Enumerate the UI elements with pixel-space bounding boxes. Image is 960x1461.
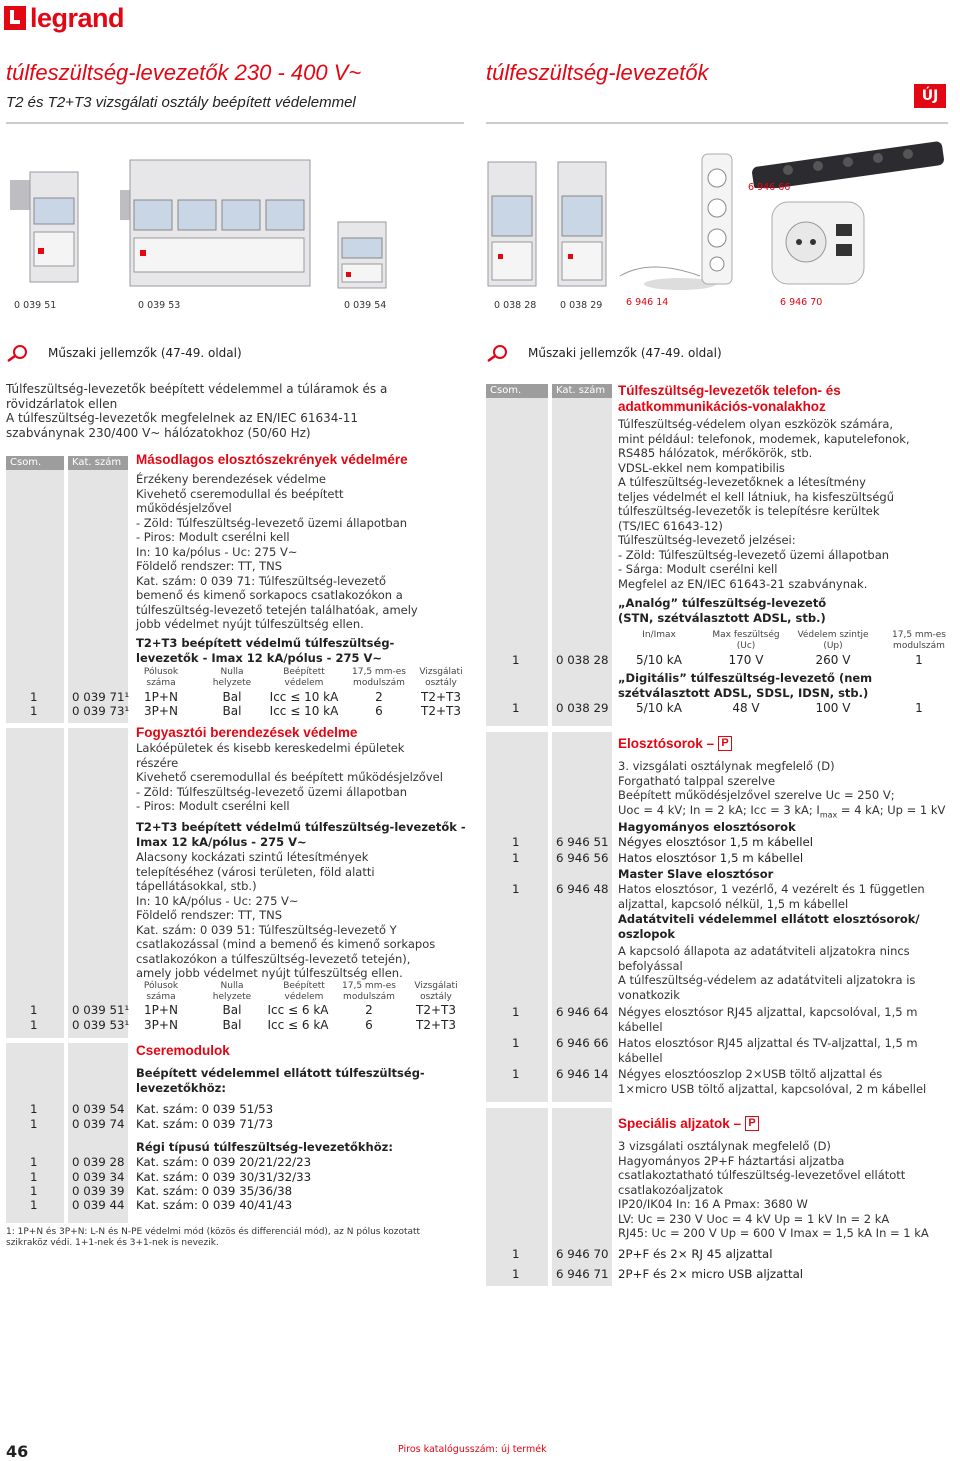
tbl-hdr-uc: Max feszültség (Uc): [712, 630, 780, 651]
row-qty: 1: [512, 835, 520, 849]
product-image-0-039-51: [4, 158, 84, 288]
row-poles: 3P+N: [144, 704, 178, 718]
row-null: Bal: [222, 1018, 242, 1032]
row-text: 2P+F és 2× RJ 45 aljzattal: [618, 1247, 773, 1261]
tech-ref-left[interactable]: Műszaki jellemzők (47-49. oldal): [48, 346, 242, 360]
caption-0-038-28: 0 038 28: [494, 300, 537, 311]
p-badge: P: [718, 736, 732, 751]
tech-ref-right[interactable]: Műszaki jellemzők (47-49. oldal): [528, 346, 722, 360]
caption-6-946-70: 6 946 70: [780, 297, 823, 308]
row-cat-new: 6 946 14: [556, 1067, 609, 1081]
row-text: Kat. szám: 0 039 35/36/38: [136, 1184, 293, 1198]
tbl-hdr-prot: Beépített védelem: [283, 667, 325, 688]
row-qty: 1: [512, 1036, 520, 1050]
row-cat: 6 946 48: [556, 882, 609, 896]
row-cat: 0 039 44: [72, 1198, 125, 1212]
row-up: 100 V: [815, 701, 851, 715]
row-mod: 2: [365, 1003, 373, 1017]
row-poles: 1P+N: [144, 690, 178, 704]
tbl-hdr-null: Nulla helyzete: [212, 667, 252, 688]
row-qty: 1: [512, 653, 520, 667]
product-image-6-946-66: [748, 138, 948, 188]
section-text-masodlagos: Érzékeny berendezések védelme Kivehető cseremodullal és beépített működésjelzővel - Zöld: Túlfeszültség-levezető üzemi állapotban - Piros: Modult cserélni kell In: 10 ka/pólus - Uc: 275 V~ Földelő rendszer: TT, TNS Kat. szám: 0 039 71: Túlfeszültség-levezető bemenő és kimenő sorkapocs csatlakozókon a túlfeszültség-levezető tetején találhatóak, amely jobb védelmet nyújt túlfeszültség ellen.: [136, 472, 418, 631]
row-qty: 1: [30, 1003, 38, 1017]
row-cat: 0 039 54: [72, 1102, 125, 1116]
row-poles: 3P+N: [144, 1018, 178, 1032]
row-qty: 1: [512, 851, 520, 865]
row-cat: 0 039 74: [72, 1117, 125, 1131]
caption-0-039-51: 0 039 51: [14, 300, 57, 311]
page-number: 46: [6, 1442, 29, 1461]
subhead-master-slave: Master Slave elosztósor: [618, 867, 774, 881]
product-image-0-038-28: [484, 156, 540, 290]
row-qty: 1: [30, 1018, 38, 1032]
row-cat: 0 038 28: [556, 653, 609, 667]
row-cat: 0 039 28: [72, 1155, 125, 1169]
row-cat: 0 039 53¹: [72, 1018, 130, 1032]
section-title-specialis: Speciális aljzatok – P: [618, 1116, 759, 1131]
section-bold-analog: „Analóg” túlfeszültség-levezető (STN, szétválasztott ADSL, stb.): [618, 596, 827, 625]
row-text: 2P+F és 2× micro USB aljzattal: [618, 1267, 804, 1281]
section-title-elosztosorok: Elosztósorok – P: [618, 736, 732, 751]
right-column-gap: [486, 726, 612, 732]
row-qty: 1: [30, 1155, 38, 1169]
row-text: Kat. szám: 0 039 20/21/22/23: [136, 1155, 312, 1169]
row-null: Bal: [222, 1003, 242, 1017]
right-column-gap: [486, 1102, 612, 1108]
row-cat: 0 039 39: [72, 1184, 125, 1198]
p-badge: P: [745, 1116, 759, 1131]
row-mod: 6: [365, 1018, 373, 1032]
row-qty: 1: [30, 704, 38, 718]
row-poles: 1P+N: [144, 1003, 178, 1017]
left-page-subtitle: T2 és T2+T3 vizsgálati osztály beépített védelemmel: [6, 94, 356, 111]
right-title-rule: [486, 122, 948, 124]
row-null: Bal: [222, 690, 242, 704]
footnote: 1: 1P+N és 3P+N: L-N és N-PE védelmi mód (közös és differenciál mód), az N pólus kozotatt szikraköz védi. 1+1-nek és 3+1-nek is nevezik.: [6, 1227, 421, 1248]
left-csom-header: Csom.: [6, 456, 64, 470]
row-text: Négyes elosztósor RJ45 aljzattal, kapcsolóval, 1,5 m kábellel: [618, 1005, 918, 1034]
legrand-logo-mark: [4, 6, 26, 30]
caption-0-039-53: 0 039 53: [138, 300, 181, 311]
section-text-fogyasztoi-2: Alacsony kockázati szintű létesítmények telepítéséhez (városi területen, föld alatti tápellátásokkal, stb.) In: 10 kA/pólus - Uc: 275 V~ Földelő rendszer: TT, TNS Kat. szám: 0 039 51: Túlfeszültség-levezető Y csatlakozással (mind a bemenő és kimenő sorkapos csatlakozókon a túlfeszültség-levezető tetején), amely jobb védelmet nyújt túlfeszültség ellen.: [136, 850, 436, 980]
row-cat: 6 946 56: [556, 851, 609, 865]
tbl-hdr-mod: 17,5 mm-es modulszám: [352, 667, 406, 688]
row-cat: 0 039 71¹: [72, 690, 130, 704]
section-text-elosztosorok: 3. vizsgálati osztálynak megfelelő (D) Forgatható talppal szerelve Beépített működésjelzővel szerelve Uc = 250 V; Uoc = 4 kV; In = 2 kA; Icc = 3 kA; $I_{max} = 4$ kA; Up = 1 kV: [618, 759, 946, 819]
left-title-rule: [6, 122, 464, 124]
row-text: Hatos elosztósor, 1 vezérlő, 4 vezérelt és 1 független aljzattal, kapcsoló nélkül, 1,5 m kábellel: [618, 882, 925, 911]
row-text: Kat. szám: 0 039 30/31/32/33: [136, 1170, 312, 1184]
row-cat: 0 039 34: [72, 1170, 125, 1184]
section-title-fogyasztoi: Fogyasztói berendezések védelme: [136, 725, 358, 740]
row-cat-new: 6 946 70: [556, 1247, 609, 1261]
section-title-telefon: Túlfeszültség-levezetők telefon- és adatkommunikációs-vonalakhoz: [618, 383, 841, 414]
tbl-hdr-class: Vizsgálati osztály: [419, 667, 463, 688]
row-qty: 1: [30, 1198, 38, 1212]
footer-note: Piros katalógusszám: új termék: [398, 1444, 547, 1455]
row-cat-new: 6 946 66: [556, 1036, 609, 1050]
subhead-adatatviteli: Adatátviteli védelemmel ellátott elosztósorok/ oszlopok: [618, 912, 920, 941]
row-prot: Icc ≤ 10 kA: [269, 704, 339, 718]
row-qty: 1: [512, 701, 520, 715]
row-cat-new: 6 946 64: [556, 1005, 609, 1019]
section-bold-t2t3-10ka: T2+T3 beépített védelmű túlfeszültség- levezetők - Imax 12 kA/pólus - 275 V~: [136, 636, 395, 665]
new-badge: ÚJ: [914, 84, 946, 108]
product-image-0-039-53: [118, 150, 314, 290]
row-null: Bal: [222, 704, 242, 718]
brand-name: legrand: [30, 2, 125, 33]
caption-6-946-14: 6 946 14: [626, 297, 669, 308]
product-image-0-038-29: [554, 156, 610, 290]
row-qty: 1: [512, 1247, 520, 1261]
row-prot: Icc ≤ 10 kA: [269, 690, 339, 704]
section-bold-regi: Régi típusú túlfeszültség-levezetőkhöz:: [136, 1140, 393, 1154]
row-qty: 1: [30, 1117, 38, 1131]
caption-6-946-66: 6 946 66: [748, 182, 791, 193]
row-mod: 2: [375, 690, 383, 704]
row-qty: 1: [512, 882, 520, 896]
left-kat-header: Kat. szám: [68, 456, 128, 470]
row-cat-new: 6 946 71: [556, 1267, 609, 1281]
row-text: Négyes elosztóoszlop 2×USB töltő aljzattal és 1×micro USB töltő aljzattal, kapcsolóval, 2 m kábellel: [618, 1067, 927, 1096]
section-title-masodlagos: Másodlagos elosztószekrények védelmére: [136, 452, 408, 467]
right-csom-header: Csom.: [486, 384, 548, 398]
tbl-hdr-mod: 17,5 mm-es modulszám: [342, 981, 396, 1002]
subhead-hagyomanyos: Hagyományos elosztósorok: [618, 820, 796, 834]
legrand-logo: [4, 2, 134, 34]
row-uc: 48 V: [732, 701, 760, 715]
row-cat: 0 038 29: [556, 701, 609, 715]
tbl-hdr-in: In/Imax: [642, 630, 676, 640]
row-class: T2+T3: [421, 690, 461, 704]
tbl-hdr-class: Vizsgálati osztály: [414, 981, 458, 1002]
row-in: 5/10 kA: [636, 653, 682, 667]
row-in: 5/10 kA: [636, 701, 682, 715]
row-text: Hatos elosztósor RJ45 aljzattal és TV-aljzattal, 1,5 m kábellel: [618, 1036, 918, 1065]
tbl-hdr-prot: Beépített védelem: [283, 981, 325, 1002]
row-prot: Icc ≤ 6 kA: [267, 1003, 329, 1017]
section-bold-digitalis: „Digitális” túlfeszültség-levezető (nem szétválasztott ADSL, SDSL, IDSN, stb.): [618, 671, 873, 700]
row-class: T2+T3: [421, 704, 461, 718]
caption-0-038-29: 0 038 29: [560, 300, 603, 311]
row-text: Kat. szám: 0 039 40/41/43: [136, 1198, 293, 1212]
row-cat: 6 946 51: [556, 835, 609, 849]
section-bold-t2t3-6ka: T2+T3 beépített védelmű túlfeszültség-levezetők - Imax 12 kA/pólus - 275 V~: [136, 820, 466, 849]
section-text-fogyasztoi: Lakóépületek és kisebb kereskedelmi épületek részére Kivehető cseremodullal és beépített működésjelzővel - Zöld: Túlfeszültség-levezető üzemi állapotban - Piros: Modult cserélni kell: [136, 741, 443, 813]
row-qty: 1: [30, 1170, 38, 1184]
section-title-cseremodulok: Cseremodulok: [136, 1043, 230, 1058]
right-page-title: túlfeszültség-levezetők: [486, 60, 709, 85]
tbl-hdr-up: Védelem szintje (Up): [797, 630, 869, 651]
section-text-specialis: 3 vizsgálati osztálynak megfelelő (D) Hagyományos 2P+F háztartási aljzatba csatlakoztatható túlfeszültség-levezetővel ellátott csatlakozóaljzatok IP20/IK04 In: 16 A Pmax: 3680 W LV: Uc = 230 V Uoc = 4 kV Up = 1 kV In = 2 kA RJ45: Uc = 200 V Up = 600 V Imax = 1,5 kA In = 1 kA: [618, 1139, 929, 1240]
caption-0-039-54: 0 039 54: [344, 300, 387, 311]
magnifier-icon: [6, 344, 30, 362]
row-text: Négyes elosztósor 1,5 m kábellel: [618, 835, 814, 849]
row-class: T2+T3: [416, 1018, 456, 1032]
tbl-hdr-mod: 17,5 mm-es modulszám: [892, 630, 946, 651]
row-text: Kat. szám: 0 039 51/53: [136, 1102, 274, 1116]
row-qty: 1: [30, 1102, 38, 1116]
tbl-hdr-null: Nulla helyzete: [212, 981, 252, 1002]
product-image-6-946-70: [764, 196, 874, 292]
right-kat-header: Kat. szám: [552, 384, 612, 398]
section-text-telefon: Túlfeszültség-védelem olyan eszközök számára, mint például: telefonok, modemek, kaputelefonok, RS485 hálózatok, mérőkörök, stb. VDSL-ekkel nem kompatibilis A túlfeszültség-levezetőknek a létesítmény teljes védelmét el kell látniuk, ha kisfeszültségű túlfeszültség-levezetők is telepítésre kerültek (TS/IEC 61643-12) Túlfeszültség-levezető jelzései: - Zöld: Túlfeszültség-levezető üzemi állapotban - Sárga: Modult cserélni kell Megfelel az EN/IEC 61643-21 szabványnak.: [618, 417, 910, 591]
row-mod: 1: [915, 701, 923, 715]
row-cat: 0 039 51¹: [72, 1003, 130, 1017]
row-qty: 1: [30, 1184, 38, 1198]
product-image-6-946-14: [610, 148, 750, 294]
row-mod: 6: [375, 704, 383, 718]
row-text: Hatos elosztósor 1,5 m kábellel: [618, 851, 804, 865]
row-qty: 1: [512, 1067, 520, 1081]
row-prot: Icc ≤ 6 kA: [267, 1018, 329, 1032]
product-image-0-039-54: [334, 218, 390, 292]
tbl-hdr-poles: Pólusok száma: [143, 981, 179, 1002]
row-qty: 1: [512, 1267, 520, 1281]
intro-text: Túlfeszültség-levezetők beépített védelemmel a túláramok és a rövidzárlatok ellen A túlfeszültség-levezetők megfelelnek az EN/IEC 61634-11 szabványnak 230/400 V~ hálózatokhoz (50/60 Hz): [6, 382, 388, 440]
row-cat: 0 039 73¹: [72, 704, 130, 718]
row-qty: 1: [30, 690, 38, 704]
section-text-adatatviteli: A kapcsoló állapota az adatátviteli aljzatokra nincs befolyással A túlfeszültség-védelem az adatátviteli aljzatokra is vonatkozik: [618, 944, 916, 1002]
row-up: 260 V: [815, 653, 851, 667]
section-bold-beepitett: Beépített védelemmel ellátott túlfeszültség- levezetőkhöz:: [136, 1066, 425, 1095]
left-column-gap: [6, 1038, 128, 1043]
left-column-gap: [6, 723, 128, 728]
left-page-title: túlfeszültség-levezetők 230 - 400 V~: [6, 60, 362, 85]
row-qty: 1: [512, 1005, 520, 1019]
magnifier-icon: [486, 344, 510, 362]
row-mod: 1: [915, 653, 923, 667]
tbl-hdr-poles: Pólusok száma: [143, 667, 179, 688]
row-class: T2+T3: [416, 1003, 456, 1017]
row-text: Kat. szám: 0 039 71/73: [136, 1117, 274, 1131]
row-uc: 170 V: [728, 653, 764, 667]
